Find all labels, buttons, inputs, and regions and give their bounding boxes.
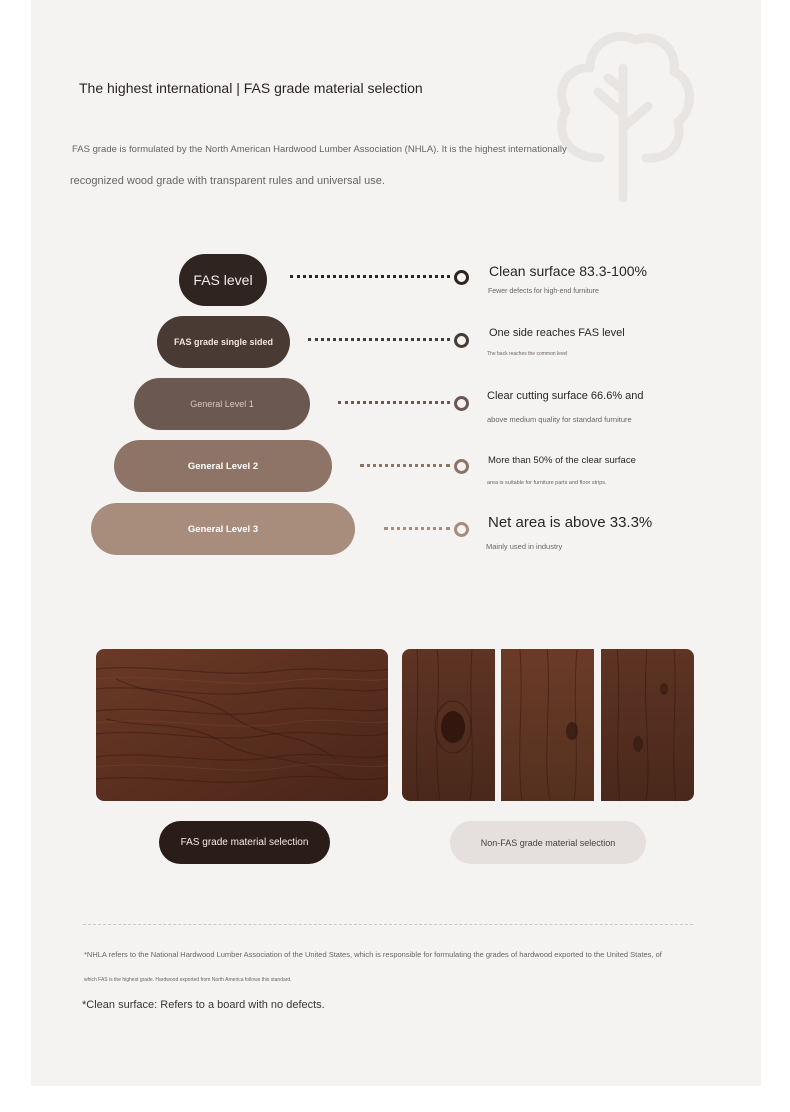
level-title: Net area is above 33.3%	[488, 514, 653, 531]
ring-marker-icon	[454, 459, 469, 474]
dotted-connector	[384, 527, 450, 530]
level-subtitle: above medium quality for standard furniture	[487, 415, 632, 424]
dotted-connector	[308, 338, 450, 341]
intro-line-1: FAS grade is formulated by the North American Hardwood Lumber Association (NHLA). It is the highest internationally	[72, 144, 567, 155]
fas-material-button[interactable]	[159, 821, 330, 864]
level-pill-general-2	[114, 440, 332, 492]
dotted-connector	[290, 275, 450, 278]
level-title: Clean surface 83.3-100%	[489, 263, 647, 279]
page-title: The highest international | FAS grade material selection	[79, 80, 423, 96]
tree-icon	[548, 28, 698, 206]
fas-wood-sample-image	[96, 649, 388, 801]
ring-marker-icon	[454, 270, 469, 285]
fas-material-label: FAS grade material selection	[180, 837, 309, 848]
intro-line-2: recognized wood grade with transparent rules and universal use.	[70, 175, 385, 187]
level-subtitle: area is suitable for furniture parts and floor strips.	[487, 480, 607, 486]
ring-marker-icon	[454, 522, 469, 537]
footnote-nhla-continued: which FAS is the highest grade. Hardwood exported from North America follows this standard.	[84, 977, 292, 983]
level-pill-label: General Level 2	[187, 460, 259, 472]
dotted-connector	[360, 464, 450, 467]
level-pill-fas-single	[157, 316, 290, 368]
level-pill-general-3	[91, 503, 355, 555]
footnote-nhla: *NHLA refers to the National Hardwood Lumber Association of the United States, which is responsible for formulating the grades of hardwood exported to the United States, of	[84, 950, 662, 959]
level-subtitle: Fewer defects for high-end furniture	[488, 288, 599, 295]
nonfas-material-label: Non-FAS grade material selection	[480, 837, 616, 848]
divider	[83, 924, 693, 925]
level-subtitle: Mainly used in industry	[486, 542, 563, 551]
level-pill-general-1	[134, 378, 310, 430]
nonfas-material-button[interactable]	[450, 821, 646, 864]
level-title: More than 50% of the clear surface	[488, 455, 636, 466]
nonfas-wood-sample-image	[402, 649, 694, 801]
level-title: One side reaches FAS level	[489, 327, 625, 339]
level-pill-label: General Level 3	[187, 523, 259, 535]
dotted-connector	[338, 401, 450, 404]
footnote-clean-surface: *Clean surface: Refers to a board with no defects.	[82, 999, 325, 1011]
ring-marker-icon	[454, 333, 469, 348]
level-pill-label: General Level 1	[190, 399, 254, 409]
level-pill-label: FAS level	[193, 272, 253, 288]
ring-marker-icon	[454, 396, 469, 411]
level-title: Clear cutting surface 66.6% and	[487, 390, 644, 402]
level-pill-label: FAS grade single sided	[173, 337, 274, 347]
level-subtitle: The back reaches the common level	[487, 351, 568, 357]
level-pill-fas	[179, 254, 267, 306]
